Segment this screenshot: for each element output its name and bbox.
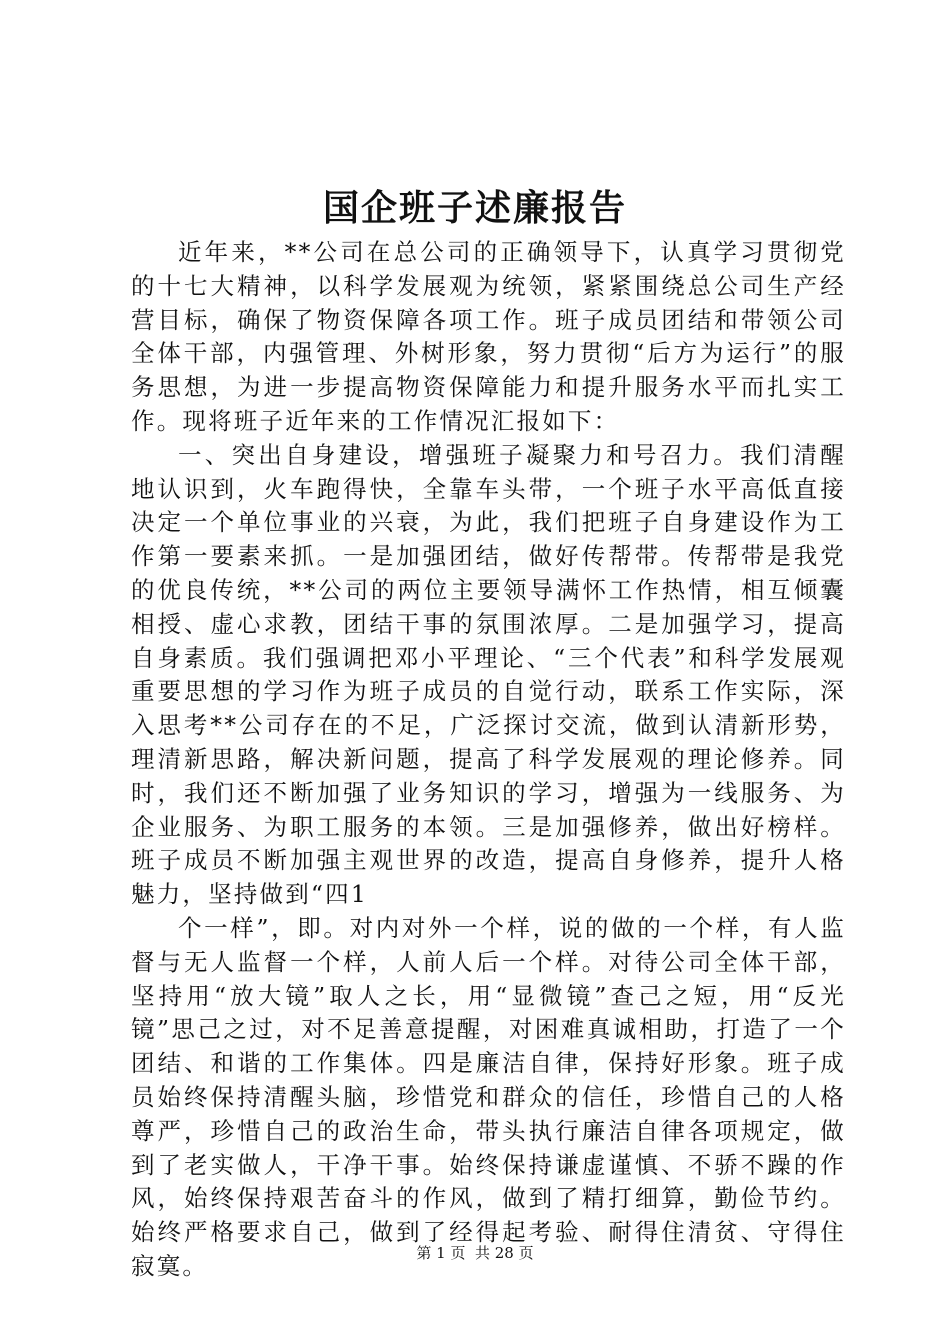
document-body [131, 236, 846, 1284]
paragraph-continuation: 个一样”，即。对内对外一个样，说的做的一个样，有人监督与无人监督一个样，人前人后一个样。对待公司全体干部，坚持用“放大镜”取人之长，用“显微镜”查己之短，用“反光镜”思己之过，对不足善意提醒，对困难真诚相助，打造了一个团结、和谐的工作集体。四是廉洁自律，保持好形象。班子成员始终保持清醒头脑，珍惜党和群众的信任，珍惜自己的人格尊严，珍惜自己的政治生命，带头执行廉洁自律各项规定，做到了老实做人，干净干事。始终保持谦虚谨慎、不骄不躁的作风，始终保持艰苦奋斗的作风，做到了精打细算，勤俭节约。始终严格要求自己，做到了经得起考验、耐得住清贫、守得住寂寞。 [131, 913, 846, 1280]
page-footer [0, 1243, 950, 1263]
page-number: 第 1 页 共 28 页 [416, 1244, 534, 1262]
document-title: 国企班子述廉报告 [322, 187, 627, 229]
paragraph-intro: 近年来，**公司在总公司的正确领导下，认真学习贯彻党的十七大精神，以科学发展观为统领，紧紧围绕总公司生产经营目标，确保了物资保障各项工作。班子成员团结和带领公司全体干部，内强管理、外树形象，努力贯彻“后方为运行”的服务思想，为进一步提高物资保障能力和提升服务水平而扎实工作。现将班子近年来的工作情况汇报如下： [131, 238, 846, 435]
paragraph-section-one: 一、突出自身建设，增强班子凝聚力和号召力。我们清醒地认识到，火车跑得快，全靠车头带，一个班子水平高低直接决定一个单位事业的兴衰，为此，我们把班子自身建设作为工作第一要素来抓。一是加强团结，做好传帮带。传帮带是我党的优良传统，**公司的两位主要领导满怀工作热情，相互倾囊相授、虚心求教，团结干事的氛围浓厚。二是加强学习，提高自身素质。我们强调把邓小平理论、“三个代表”和科学发展观重要思想的学习作为班子成员的自觉行动，联系工作实际，深入思考**公司存在的不足，广泛探讨交流，做到认清新形势，理清新思路，解决新问题，提高了科学发展观的理论修养。同时，我们还不断加强了业务知识的学习，增强为一线服务、为企业服务、为职工服务的本领。三是加强修养，做出好榜样。班子成员不断加强主观世界的改造，提高自身修养，提升人格魅力，坚持做到“四1 [131, 440, 846, 909]
